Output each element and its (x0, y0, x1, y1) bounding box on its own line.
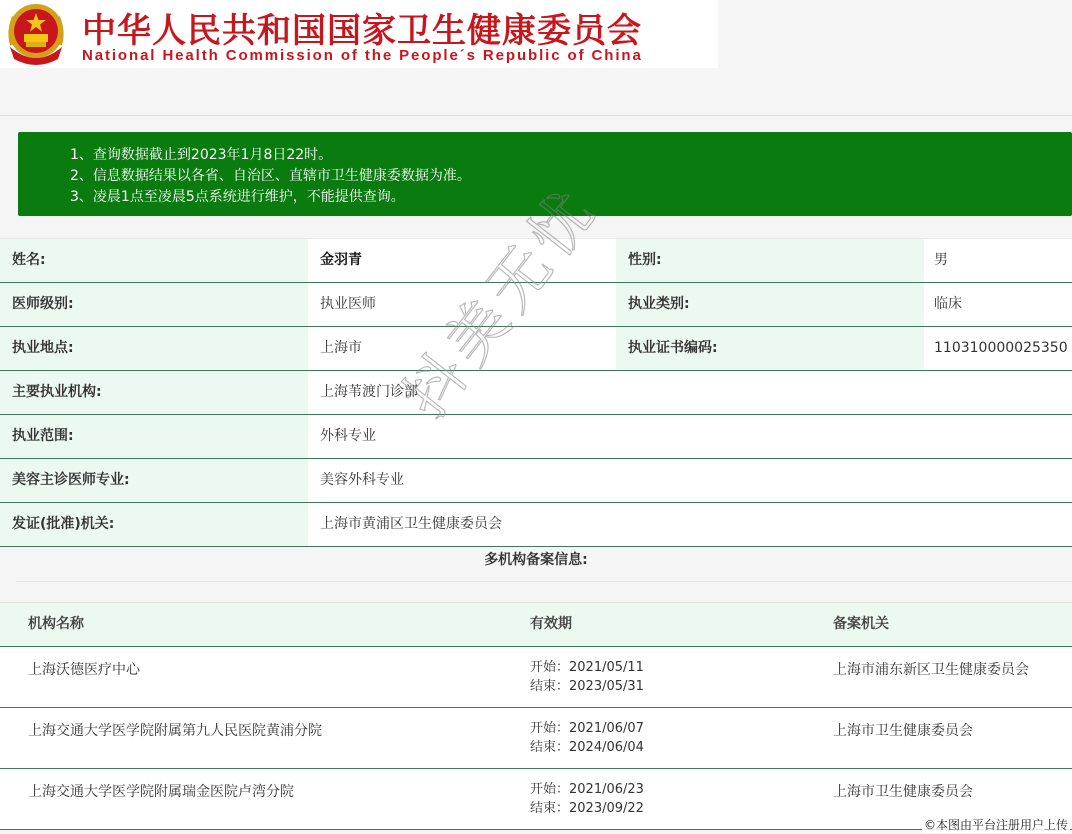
cert-value: 110310000025350 (924, 327, 1072, 370)
site-title-cn: 中华人民共和国国家卫生健康委员会 (82, 11, 642, 51)
header-divider (0, 115, 1072, 116)
notice-line-1: 1、查询数据截止到2023年1月8日22时。 (70, 147, 333, 163)
upload-credit: ©本图由平台注册用户上传 (923, 818, 1068, 832)
location-value: 上海市 (308, 327, 616, 370)
end-date: 结束：2024/06/04 (530, 740, 644, 755)
issuer-label: 发证(批准)机关: (0, 503, 308, 546)
gender-value: 男 (924, 239, 1072, 282)
start-date: 开始：2021/05/11 (530, 660, 644, 675)
validity-dates (530, 719, 644, 757)
notice-line-3: 3、凌晨1点至凌晨5点系统进行维护，不能提供查询。 (70, 189, 405, 205)
institution-name: 上海交通大学医学院附属瑞金医院卢湾分院 (28, 784, 294, 800)
location-label: 执业地点: (0, 327, 308, 370)
doctor-info-table (0, 238, 1072, 547)
header-validity: 有效期 (530, 616, 572, 632)
info-row-name (0, 238, 1072, 283)
start-date: 开始：2021/06/07 (530, 721, 644, 736)
info-row-institution (0, 371, 1072, 415)
info-row-scope (0, 415, 1072, 459)
end-date: 结束：2023/05/31 (530, 679, 644, 694)
info-row-level (0, 283, 1072, 327)
validity-dates (530, 658, 644, 696)
site-title-en: National Health Commission of the People´s Republic of China (82, 47, 643, 64)
query-notice (18, 132, 1072, 216)
cosmetic-value: 美容外科专业 (308, 459, 1072, 502)
validity-dates (530, 780, 644, 818)
category-label: 执业类别: (616, 283, 924, 326)
info-row-cosmetic (0, 459, 1072, 503)
filing-org: 上海市浦东新区卫生健康委员会 (833, 662, 1029, 678)
name-value: 金羽青 (308, 239, 616, 282)
notice-line-2: 2、信息数据结果以各省、自治区、直辖市卫生健康委数据为准。 (70, 168, 471, 184)
institution-label: 主要执业机构: (0, 371, 308, 414)
cosmetic-label: 美容主诊医师专业: (0, 459, 308, 502)
scope-value: 外科专业 (308, 415, 1072, 458)
info-row-location (0, 327, 1072, 371)
filing-org: 上海市卫生健康委员会 (833, 784, 973, 800)
category-value: 临床 (924, 283, 1072, 326)
table-row (0, 647, 1072, 708)
scope-label: 执业范围: (0, 415, 308, 458)
gender-label: 性别: (616, 239, 924, 282)
section-divider (16, 581, 1072, 582)
cert-label: 执业证书编码: (616, 327, 924, 370)
issuer-value: 上海市黄浦区卫生健康委员会 (308, 503, 1072, 546)
filing-org: 上海市卫生健康委员会 (833, 723, 973, 739)
table-row (0, 708, 1072, 769)
level-label: 医师级别: (0, 283, 308, 326)
header-institution-name: 机构名称 (28, 616, 84, 632)
table-header (0, 602, 1072, 647)
header-filing-org: 备案机关 (833, 616, 889, 632)
national-emblem-icon (4, 1, 68, 67)
multi-institution-table (0, 602, 1072, 830)
header-banner (0, 0, 718, 68)
table-row (0, 769, 1072, 830)
level-value: 执业医师 (308, 283, 616, 326)
name-label: 姓名: (0, 239, 308, 282)
institution-name: 上海交通大学医学院附属第九人民医院黄浦分院 (28, 723, 322, 739)
institution-value: 上海苇渡门诊部 (308, 371, 1072, 414)
institution-name: 上海沃德医疗中心 (28, 662, 140, 678)
multi-institution-title: 多机构备案信息: (484, 552, 588, 568)
end-date: 结束：2023/09/22 (530, 801, 644, 816)
start-date: 开始：2021/06/23 (530, 782, 644, 797)
